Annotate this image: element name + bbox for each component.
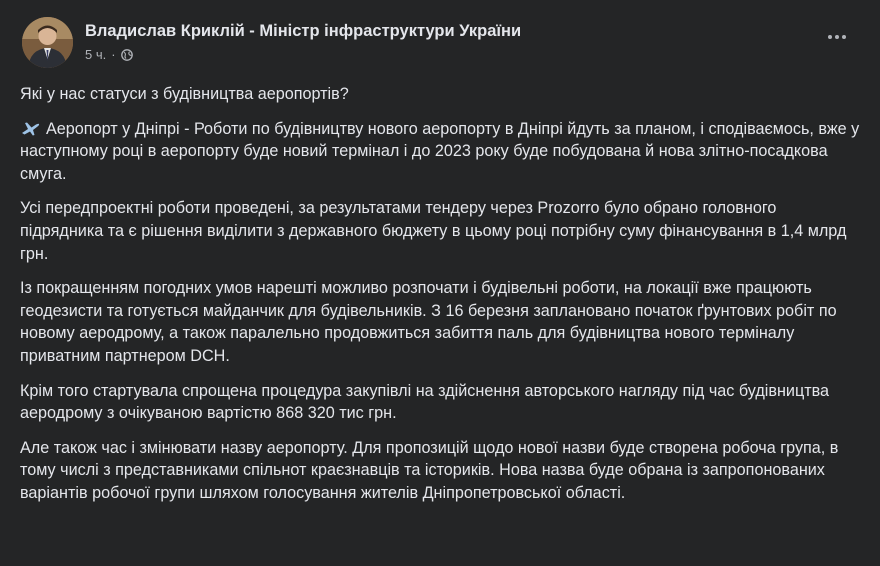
- airplane-icon: [20, 120, 40, 136]
- post-paragraph: Крім того стартувала спрощена процедура закупівлі на здійснення авторського нагляду під час будівництва аеродрому з очікуваною вартістю 868 320 тис грн.: [20, 381, 830, 423]
- post-header: [22, 17, 858, 71]
- paragraph-text: Аеропорт у Дніпрі - Роботи по будівництву нового аеропорту в Дніпрі йдуть за планом, і сподіваємось, вже у наступному році в аеропорту буде новий термінал і до 2023 року буде побудована й нова злітно-посадкова смуга.: [20, 119, 860, 183]
- post-paragraph: Із покращенням погодних умов нарешті можливо розпочати і будівельні роботи, на локації вже працюють геодезисти та готується майданчик для будівельників. З 16 березня заплановано початок ґрунтових робіт по новому аеродрому, а також паралельно продовжиться забиття паль для будівництва нового терміналу приватним партнером DCH.: [20, 279, 837, 365]
- author-name[interactable]: Владислав Криклій - Міністр інфраструктури України: [85, 22, 522, 40]
- more-horizontal-icon[interactable]: [824, 29, 850, 45]
- post-meta: [85, 47, 133, 62]
- post-paragraph: Які у нас статуси з будівництва аеропортів?: [20, 85, 349, 103]
- post-timestamp[interactable]: 5 ч.: [85, 47, 107, 62]
- meta-separator: ·: [111, 47, 116, 62]
- post-paragraph-airport-dnipro: [20, 118, 862, 186]
- author-avatar[interactable]: [22, 17, 73, 68]
- post-body: [20, 83, 862, 517]
- post-paragraph: Але також час і змінювати назву аеропорту. Для пропозицій щодо нової назви буде створена робоча група, в тому числі з представниками спільнот краєзнавців та істориків. Нова назва буде обрана із запропонованих варіантів робочої групи шляхом голосування жителів Дніпропетровської області.: [20, 438, 839, 502]
- globe-icon[interactable]: [121, 49, 133, 61]
- post-paragraph: Усі передпроектні роботи проведені, за результатами тендеру через Prozorro було обрано головного підрядника та є рішення виділити з державного бюджету в цьому році потрібну суму фінансування в 1,4 млрд грн.: [20, 199, 847, 263]
